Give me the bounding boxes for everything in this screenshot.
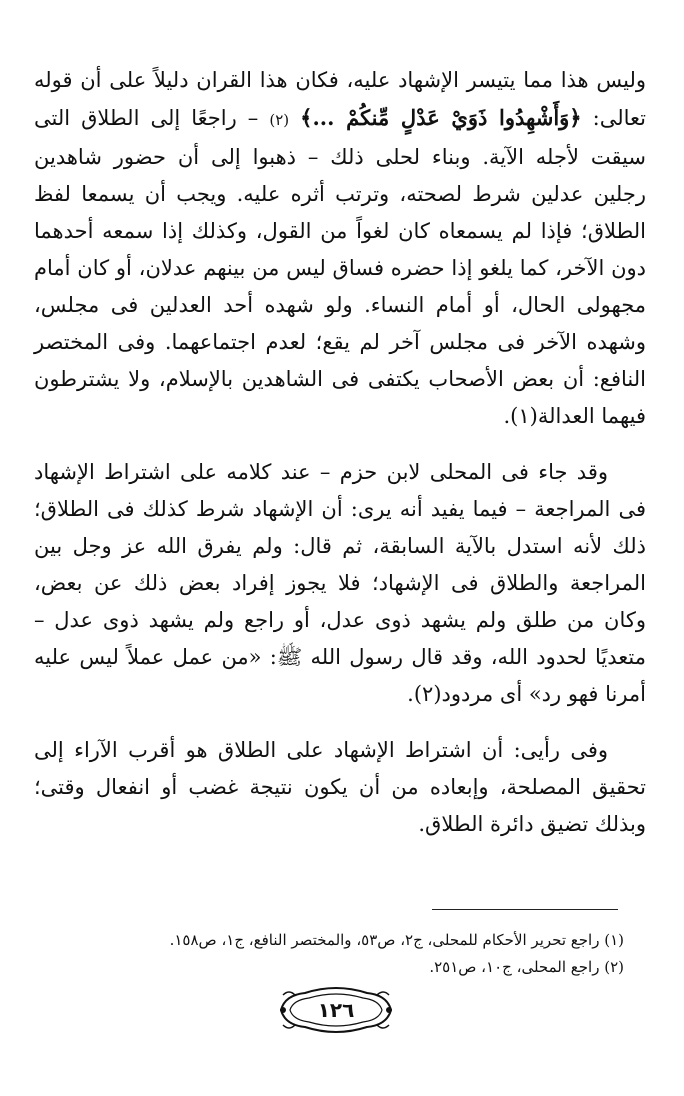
paragraph-1-intro: وليس هذا مما يتيسر الإشهاد عليه، فكان هذا القران دليلاً على أن قوله تعالى: [34,68,647,130]
footnote-separator [432,909,618,910]
page-number: ١٢٦ [317,998,355,1022]
footnotes [34,927,624,981]
verse-reference: (٢) [269,111,290,129]
page-body [34,62,646,862]
footnote-2: (٢) راجع المحلى، ج١٠، ص٢٥١. [429,958,624,976]
footnote-1: (١) راجع تحرير الأحكام للمحلى، ج٢، ص٥٣، والمختصر النافع، ج١، ص١٥٨. [169,931,624,949]
page-number-frame [275,985,397,1035]
paragraph-3: وفى رأيى: أن اشتراط الإشهاد على الطلاق هو أقرب الآراء إلى تحقيق المصلحة، وإبعاده من أن يكون نتيجة غضب أو انفعال وقتى؛ وبذلك تضيق دائرة الطلاق. [34,738,646,836]
quran-verse: ﴿وَأَشْهِدُوا ذَوَيْ عَدْلٍ مِّنكُمْ ...﴾ [300,105,582,130]
paragraph-1 [34,62,646,435]
paragraph-2: وقد جاء فى المحلى لابن حزم – عند كلامه على اشتراط الإشهاد فى المراجعة – فيما يفيد أنه يرى: أن الإشهاد شرط كذلك فى الطلاق؛ ذلك لأنه استدل بالآية السابقة، ثم قال: ولم يفرق الله عز وجل بين المراجعة والطلاق فى الإشهاد؛ فلا يجوز إفراد بعض ذلك عن بعض، وكان من طلق ولم يشهد ذوى عدل، أو راجع ولم يشهد ذوى عدل – متعديًا لحدود الله، وقد قال رسول الله ﷺ: «من عمل عملاً ليس عليه أمرنا فهو رد» أى مردود(٢). [34,460,646,706]
paragraph-1-body: – راجعًا إلى الطلاق التى سيقت لأجله الآية. وبناء لحلى ذلك – ذهبوا إلى أن حضور شاهدين رجلين عدلين شرط لصحته، وترتب أثره عليه. ويجب أن يسمعا لفظ الطلاق؛ فإذا لم يسمعاه كان لغواً من القول، وكذلك إذا سمعه أحدهما دون الآخر، كما يلغو إذا حضره فساق ليس من بينهم عدلان، أو كان أمام مجهولى الحال، أو أمام النساء. ولو شهده أحد العدلين فى مجلس، وشهده الآخر فى مجلس آخر لم يقع؛ لعدم اجتماعهما. وفى المختصر النافع: أن بعض الأصحاب يكتفى فى الشاهدين بالإسلام، ولا يشترطون فيهما العدالة(١). [34,106,646,428]
